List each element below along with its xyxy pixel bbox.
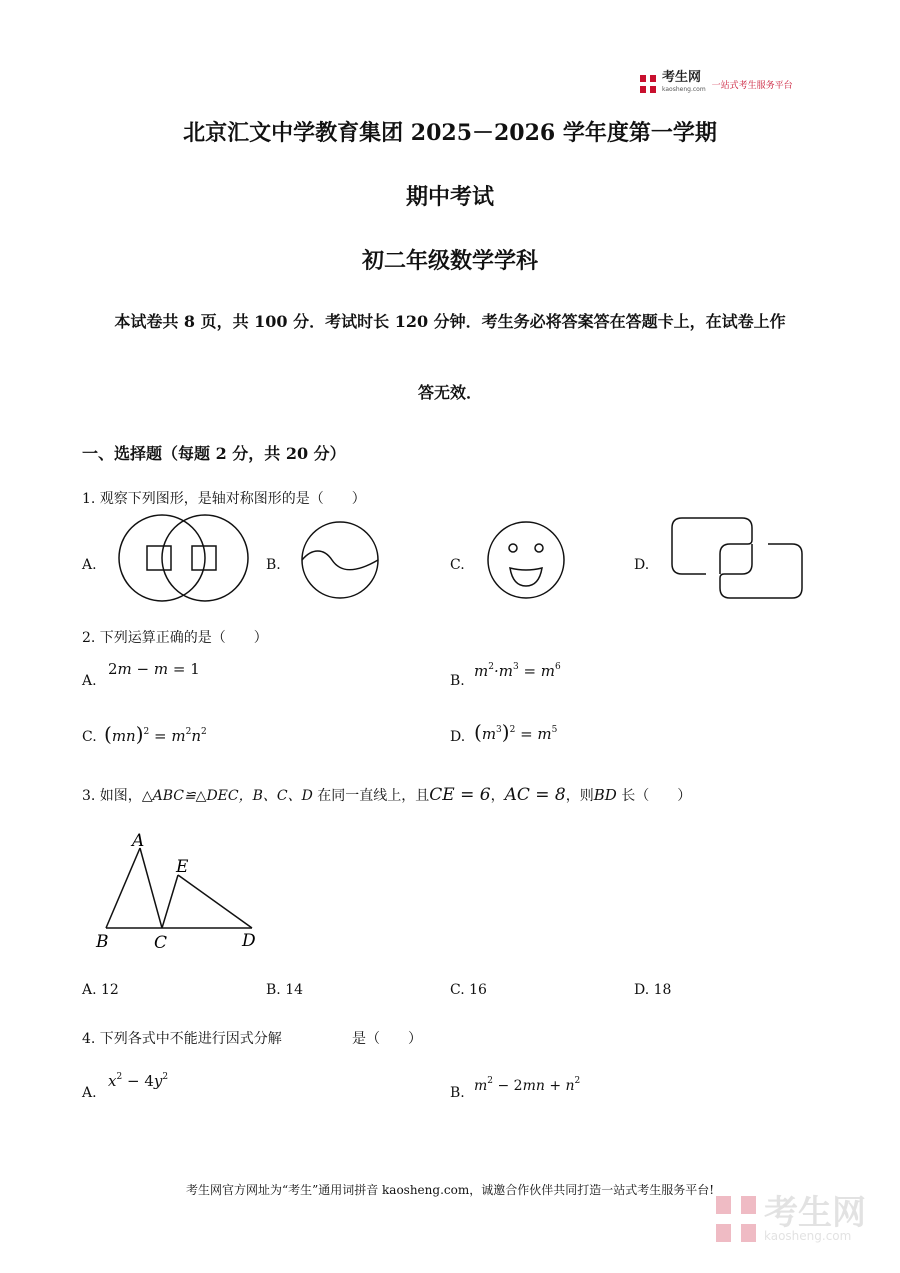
exam-subject: 初二年级数学学科 xyxy=(361,248,538,274)
q2-stem: 2. 下列运算正确的是（ ） xyxy=(82,630,268,646)
watermark-logo-icon xyxy=(716,1196,756,1242)
q1-figure-b xyxy=(298,518,382,602)
q3-option-c: C. 16 xyxy=(450,982,487,998)
logo-slogan: 一站式考生服务平台 xyxy=(711,80,793,91)
exam-title: 北京汇文中学教育集团 2025－2026 学年度第一学期 xyxy=(183,120,717,146)
q4-option-b-label: B. xyxy=(450,1085,465,1101)
q4-stem: 4. 下列各式中不能进行因式分解 xyxy=(82,1031,282,1047)
q4-option-a-formula: $x^2 - 4y^2$ xyxy=(108,1072,169,1090)
q2-option-d-label: D. xyxy=(450,729,466,745)
q1-figure-a xyxy=(112,512,252,604)
q4-option-a-label: A. xyxy=(82,1085,97,1101)
q4-stem-tail: 是（ ） xyxy=(352,1031,422,1047)
q3-label-a: A xyxy=(132,831,145,851)
q3-label-d: D xyxy=(242,931,256,951)
q2-option-b-formula: $m^2\cdot m^3 = m^6$ xyxy=(474,662,561,680)
watermark xyxy=(716,1193,866,1243)
q2-option-b-label: B. xyxy=(450,673,465,689)
q2-option-d-formula: $(m^3)^2 = m^5$ xyxy=(474,720,558,744)
q3-option-b: B. 14 xyxy=(266,982,304,998)
q3-label-e: E xyxy=(176,857,189,877)
q3-option-a: A. 12 xyxy=(82,982,119,998)
q3-stem: 3. 如图，△ABC≌△DEC，B、C、D 在同一直线上，且CE = 6，AC = 8，则BD 长（ ） xyxy=(82,785,692,805)
kaosheng-logo-icon xyxy=(640,75,656,93)
q3-figure xyxy=(90,826,270,954)
q4-option-b-formula: $m^2 - 2mn + n^2$ xyxy=(474,1076,581,1094)
q1-figure-c xyxy=(484,518,568,602)
exam-notice-line1: 本试卷共 8 页，共 100 分．考试时长 120 分钟．考生务必将答案答在答题卡上，在试卷上作 xyxy=(114,312,786,331)
q3-label-b: B xyxy=(96,932,109,952)
watermark-text: 考生网 kaosheng.com xyxy=(764,1193,866,1243)
q1-stem: 1. 观察下列图形，是轴对称图形的是（ ） xyxy=(82,491,366,507)
q3-option-d: D. 18 xyxy=(634,982,672,998)
q2-option-a-label: A. xyxy=(82,673,97,689)
section-heading: 一、选择题（每题 2 分，共 20 分） xyxy=(82,444,346,463)
q1-option-c-label: C. xyxy=(450,557,465,573)
exam-notice-line2: 答无效． xyxy=(417,383,482,402)
exam-subtitle: 期中考试 xyxy=(405,184,494,210)
q1-option-d-label: D. xyxy=(634,557,650,573)
logo-name: 考生网 kaosheng.com xyxy=(662,70,706,93)
q3-label-c: C xyxy=(154,933,168,953)
q2-option-c-label: C. xyxy=(82,729,97,745)
q2-option-a-formula: 2m − m = 1 xyxy=(108,660,200,678)
q1-figure-d xyxy=(668,514,806,604)
top-logo xyxy=(640,72,793,96)
q1-option-b-label: B. xyxy=(266,557,281,573)
q1-option-a-label: A. xyxy=(82,557,97,573)
footer-note: 考生网官方网址为“考生”通用词拼音 kaosheng.com，诚邀合作伙伴共同打造一站式考生服务平台! xyxy=(185,1183,715,1197)
q2-option-c-formula: $(mn)^2 = m^2n^2$ xyxy=(104,722,207,746)
